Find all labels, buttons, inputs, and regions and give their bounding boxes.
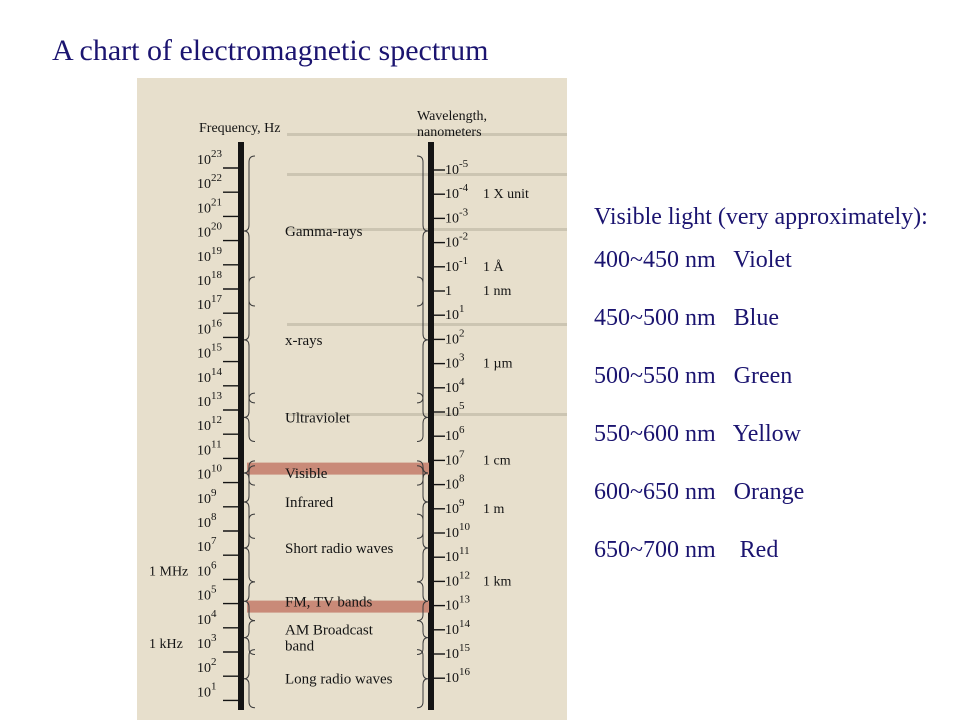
frequency-tick-label: $10^8$ [197, 511, 217, 531]
frequency-tick-label: $10^{16}$ [197, 317, 222, 338]
wavelength-tick-label: $10^9$ [445, 496, 465, 517]
legend-row-blue: 450~500 nm Blue [594, 305, 779, 331]
legend-row-red: 650~700 nm Red [594, 537, 779, 563]
wavelength-tick-label: $10^4$ [445, 375, 465, 396]
band-bracket [244, 514, 255, 582]
frequency-tick-label: $10^3$ [197, 632, 217, 652]
band-bracket [244, 393, 255, 441]
frequency-tick-label: $10^1$ [197, 680, 217, 701]
band-bracket [417, 393, 428, 441]
wavelength-tick-label: 1 [445, 284, 452, 299]
band-label: Infrared [285, 495, 334, 512]
legend-row-orange: 600~650 nm Orange [594, 479, 805, 505]
wavelength-unit-label: 1 cm [483, 453, 511, 469]
legend-rows [594, 248, 934, 596]
wavelength-unit-label: 1 Å [483, 259, 504, 275]
band-label: Long radio waves [285, 671, 393, 688]
wavelength-tick-label: $10^7$ [445, 448, 465, 469]
frequency-tick-label: $10^6$ [197, 559, 217, 580]
wavelength-tick-label: $10^{-1}$ [445, 254, 469, 275]
band-bracket [417, 277, 428, 403]
spectrum-chart [137, 78, 567, 720]
frequency-tick-label: $10^{20}$ [197, 220, 222, 241]
wavelength-tick-label: $10^5$ [445, 400, 465, 420]
wavelength-tick-label: $10^2$ [445, 327, 465, 348]
band-label: x-rays [285, 332, 323, 349]
frequency-tick-label: $10^{13}$ [197, 390, 222, 410]
wavelength-tick-label: $10^{15}$ [445, 642, 470, 662]
wavelength-tick-label: $10^{14}$ [445, 617, 470, 638]
frequency-tick-label: $10^{10}$ [197, 462, 222, 483]
wavelength-axis-bar [428, 142, 434, 710]
band-label: Visible [285, 466, 328, 483]
frequency-tick-label: $10^{14}$ [197, 365, 222, 386]
wavelength-unit-label: 1 km [483, 574, 512, 590]
wavelength-tick-label: $10^8$ [445, 472, 465, 493]
spectrum-figure [137, 78, 567, 720]
band-bracket [244, 277, 255, 403]
wavelength-tick-label: $10^{13}$ [445, 593, 470, 614]
frequency-tick-label: $10^{17}$ [197, 293, 222, 314]
wavelength-tick-label: $10^1$ [445, 303, 465, 324]
wavelength-tick-label: $10^{10}$ [445, 521, 470, 541]
frequency-tick-label: $10^2$ [197, 656, 217, 677]
wavelength-tick-label: $10^3$ [445, 351, 465, 372]
visible-band-highlight [247, 463, 429, 475]
band-bracket [417, 514, 428, 582]
wavelength-header: nanometers [417, 125, 482, 140]
wavelength-unit-label: 1 µm [483, 356, 513, 372]
visible-light-legend [594, 200, 934, 596]
band-label: Short radio waves [285, 541, 394, 558]
wavelength-tick-label: $10^{-5}$ [445, 158, 469, 178]
wavelength-header: Wavelength, [417, 109, 488, 124]
frequency-tick-label: $10^{15}$ [197, 341, 222, 362]
frequency-axis-bar [238, 142, 244, 710]
frequency-tick-label: $10^{19}$ [197, 244, 222, 265]
frequency-tick-label: $10^4$ [197, 607, 217, 628]
frequency-tick-label: $10^{12}$ [197, 414, 222, 435]
wavelength-unit-label: 1 X unit [483, 187, 529, 203]
frequency-tick-label: $10^{23}$ [197, 148, 222, 168]
band-label: Ultraviolet [285, 410, 350, 427]
wavelength-tick-label: $10^{-2}$ [445, 230, 469, 251]
frequency-tick-label: $10^5$ [197, 583, 217, 604]
wavelength-unit-label: 1 m [483, 501, 505, 517]
page-title: A chart of electromagnetic spectrum [52, 34, 489, 67]
legend-heading: Visible light (very approximately): [594, 204, 928, 230]
wavelength-tick-label: $10^6$ [445, 424, 465, 445]
wavelength-tick-label: $10^{12}$ [445, 569, 470, 590]
frequency-header: Frequency, Hz [199, 121, 281, 136]
legend-row-green: 500~550 nm Green [594, 363, 793, 389]
band-bracket [244, 650, 255, 708]
wavelength-tick-label: $10^{16}$ [445, 666, 470, 687]
wavelength-tick-label: $10^{-4}$ [445, 182, 469, 203]
frequency-tick-label: $10^{18}$ [197, 269, 222, 289]
frequency-tick-label: $10^{11}$ [197, 438, 222, 459]
band-label: band [285, 638, 315, 655]
wavelength-unit-label: 1 nm [483, 284, 512, 299]
band-bracket [417, 650, 428, 708]
frequency-tick-label: $10^{21}$ [197, 196, 222, 217]
wavelength-tick-label: $10^{11}$ [445, 545, 470, 566]
frequency-tick-label: $10^9$ [197, 486, 217, 507]
band-label: FM, TV bands [285, 594, 373, 611]
frequency-marker-label: 1 kHz [149, 637, 183, 652]
band-label: Gamma-rays [285, 224, 363, 241]
frequency-tick-label: $10^{22}$ [197, 172, 222, 193]
band-label: AM Broadcast [285, 622, 373, 639]
frequency-marker-label: 1 MHz [149, 564, 189, 580]
frequency-tick-label: $10^7$ [197, 535, 217, 556]
legend-row-yellow: 550~600 nm Yellow [594, 421, 802, 447]
legend-row-violet: 400~450 nm Violet [594, 247, 792, 273]
wavelength-tick-label: $10^{-3}$ [445, 206, 469, 227]
